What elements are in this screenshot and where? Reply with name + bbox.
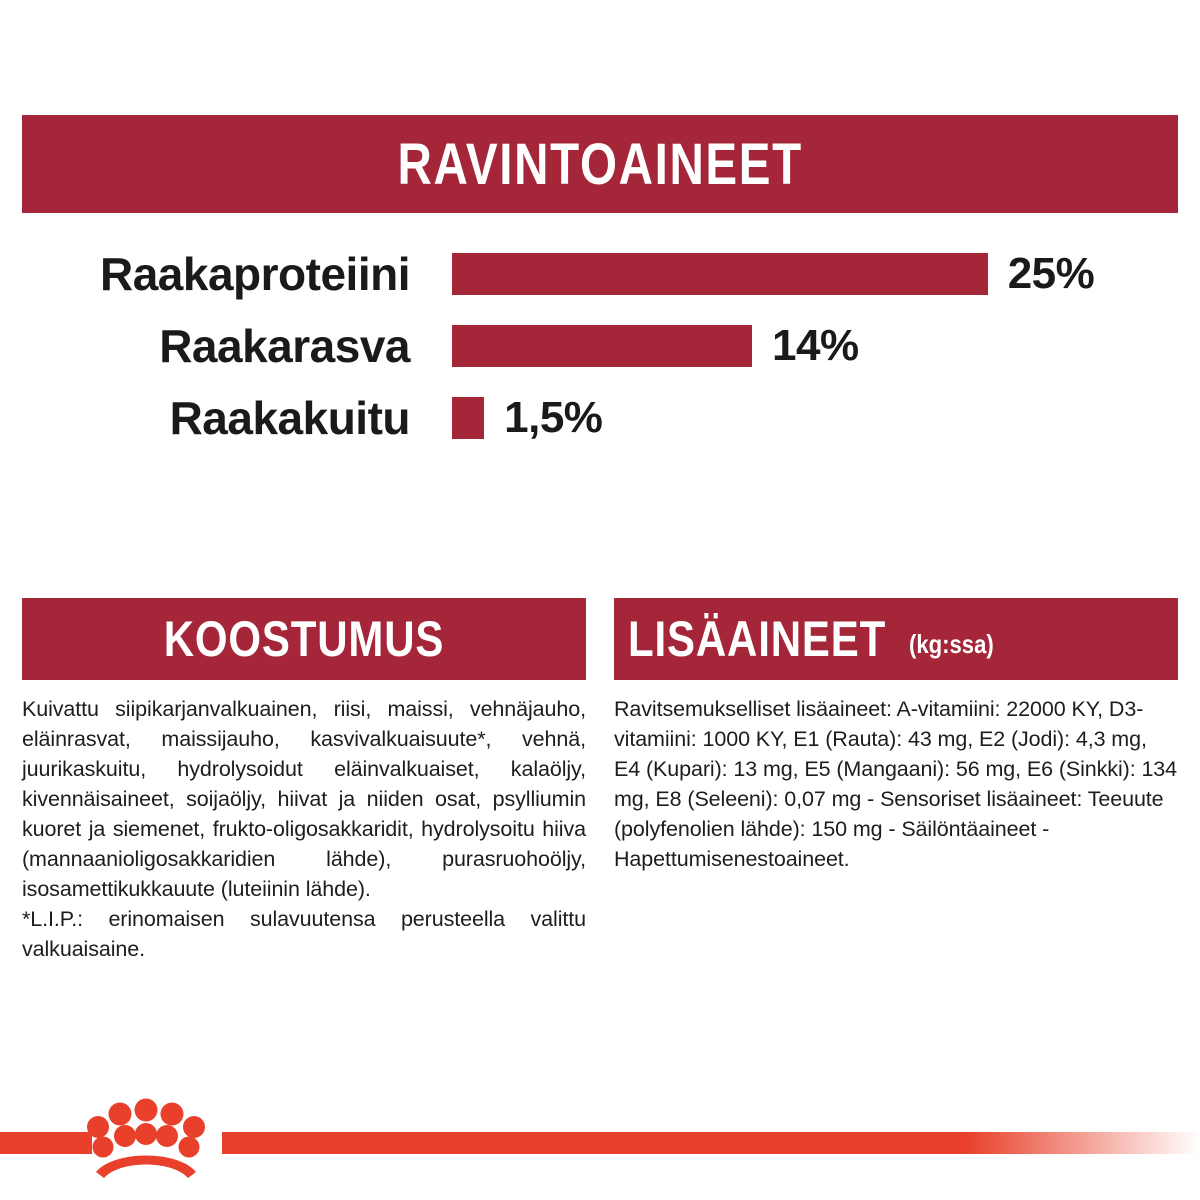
footer-rule-right — [222, 1132, 1200, 1154]
additives-body — [614, 680, 1178, 874]
info-panels — [22, 598, 1178, 964]
nutrient-bar-crude-fat — [452, 325, 752, 367]
nutrition-banner — [22, 115, 1178, 213]
composition-header — [22, 598, 586, 680]
additives-header — [614, 598, 1178, 680]
royal-canin-crown-icon — [76, 1094, 216, 1184]
composition-title: KOOSTUMUS — [163, 611, 445, 667]
nutrient-value-crude-fat: 14% — [772, 321, 859, 370]
composition-body — [22, 680, 586, 964]
composition-footnote: *L.I.P.: erinomaisen sulavuutensa perusteella valittu valkuaisaine. — [22, 907, 586, 961]
composition-ingredients: Kuivattu siipikarjanvalkuainen, riisi, maissi, vehnäjauho, eläinrasvat, maissijauho, kasvivalkuaisuute*, vehnä, juurikaskuitu, hydrolysoidut eläinvalkuaiset, kalaöljy, kivennäisaineet, soijaöljy, hiivat ja niiden osat, psylliumin kuoret ja siemenet, frukto-oligosakkaridit, hydrolysoitu hiiva (mannaanioligosakkaridien lähde), purasruohoöljy, isosamettikukkauute (luteiinin lähde). — [22, 697, 586, 901]
page-title: RAVINTOAINEET — [397, 131, 803, 197]
additives-subtitle: (kg:ssa) — [909, 628, 994, 659]
additives-panel — [614, 598, 1178, 964]
additives-list: Ravitsemukselliset lisäaineet: A-vitamiini: 22000 KY, D3-vitamiini: 1000 KY, E1 (Rauta): 43 mg, E2 (Jodi): 4,3 mg, E4 (Kupari): 13 mg, E5 (Mangaani): 56 mg, E6 (Sinkki): 134 mg, E8 (Seleeni): 0,07 mg - Sensoriset lisäaineet: Teeuute (polyfenolien lähde): 150 mg - Säilöntäaineet - Hapettumisenestoaineet. — [614, 697, 1178, 871]
nutrient-value-crude-fibre: 1,5% — [504, 393, 603, 442]
nutrient-bar-chart — [0, 238, 1200, 463]
nutrient-value-crude-protein: 25% — [1007, 249, 1095, 298]
nutrient-label-crude-fat: Raakarasva — [159, 320, 410, 372]
bar-track — [452, 382, 1200, 454]
additives-title: LISÄAINEET — [628, 611, 887, 667]
chart-row — [0, 238, 1200, 310]
chart-row — [0, 382, 1200, 454]
nutrient-bar-crude-fibre — [452, 397, 484, 439]
nutrient-label-crude-protein: Raakaproteiini — [100, 248, 410, 300]
bar-track — [452, 310, 1200, 382]
bar-track — [452, 238, 1200, 310]
footer — [0, 1124, 1200, 1200]
nutrient-label-crude-fibre: Raakakuitu — [169, 392, 410, 444]
chart-row — [0, 310, 1200, 382]
nutrient-bar-crude-protein — [452, 253, 988, 295]
composition-panel — [22, 598, 586, 964]
